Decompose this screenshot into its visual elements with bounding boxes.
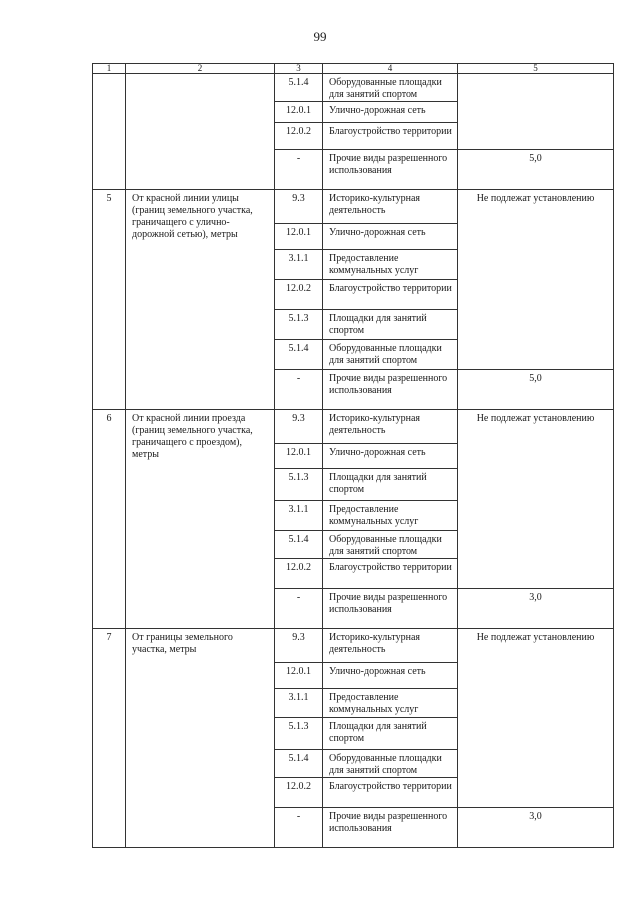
use-description-cell: Улично-дорожная сеть — [323, 444, 458, 469]
use-code-cell: 5.1.4 — [275, 531, 323, 559]
use-code-cell: 9.3 — [275, 410, 323, 444]
use-code-cell: 12.0.2 — [275, 123, 323, 150]
column-number: 1 — [93, 64, 126, 74]
use-description-cell: Оборудованные площадки для занятий спортом — [323, 74, 458, 102]
row-number-cell — [93, 74, 126, 190]
use-description-cell: Предоставление коммунальных услуг — [323, 689, 458, 718]
use-description-cell: Прочие виды разрешенного использования — [323, 589, 458, 629]
use-code-cell: 12.0.2 — [275, 280, 323, 310]
use-code-cell: 12.0.2 — [275, 778, 323, 808]
use-description-cell: Площадки для занятий спортом — [323, 718, 458, 750]
column-number-row — [93, 64, 614, 74]
use-code-cell: - — [275, 589, 323, 629]
use-description-cell: Улично-дорожная сеть — [323, 102, 458, 123]
row-number-cell: 7 — [93, 629, 126, 848]
use-code-cell: 5.1.3 — [275, 469, 323, 501]
parameter-name-cell: От красной линии проезда (границ земельного участка, граничащего с проездом), метры — [126, 410, 275, 629]
use-description-cell: Благоустройство территории — [323, 778, 458, 808]
use-description-cell: Оборудованные площадки для занятий спортом — [323, 531, 458, 559]
use-code-cell: 12.0.1 — [275, 102, 323, 123]
parameter-name-cell: От красной линии улицы (границ земельного участка, граничащего с улично-дорожной сетью), метры — [126, 190, 275, 410]
use-code-cell: 12.0.1 — [275, 444, 323, 469]
use-description-cell: Оборудованные площадки для занятий спортом — [323, 750, 458, 778]
use-description-cell: Предоставление коммунальных услуг — [323, 501, 458, 531]
column-number: 5 — [458, 64, 614, 74]
use-description-cell: Благоустройство территории — [323, 280, 458, 310]
use-code-cell: 12.0.2 — [275, 559, 323, 589]
value-cell: Не подлежат установлению — [458, 190, 614, 370]
use-description-cell: Прочие виды разрешенного использования — [323, 808, 458, 848]
use-description-cell: Оборудованные площадки для занятий спортом — [323, 340, 458, 370]
use-description-cell: Историко-культурная деятельность — [323, 190, 458, 224]
use-code-cell: 12.0.1 — [275, 224, 323, 250]
use-description-cell: Площадки для занятий спортом — [323, 469, 458, 501]
parameter-name-cell — [126, 74, 275, 190]
use-code-cell: 5.1.3 — [275, 310, 323, 340]
use-description-cell: Благоустройство территории — [323, 559, 458, 589]
use-code-cell: 5.1.4 — [275, 74, 323, 102]
use-code-cell: 3.1.1 — [275, 689, 323, 718]
regulations-table — [92, 63, 614, 848]
parameter-name-cell: От границы земельного участка, метры — [126, 629, 275, 848]
value-cell — [458, 74, 614, 150]
use-code-cell: 5.1.3 — [275, 718, 323, 750]
page-number: 99 — [313, 29, 327, 44]
use-code-cell: 3.1.1 — [275, 501, 323, 531]
column-number: 2 — [126, 64, 275, 74]
value-cell: Не подлежат установлению — [458, 410, 614, 589]
use-code-cell: 5.1.4 — [275, 750, 323, 778]
use-code-cell: 9.3 — [275, 190, 323, 224]
value-cell: 3,0 — [458, 589, 614, 629]
column-number: 4 — [323, 64, 458, 74]
column-number: 3 — [275, 64, 323, 74]
use-description-cell: Улично-дорожная сеть — [323, 224, 458, 250]
use-description-cell: Прочие виды разрешенного использования — [323, 370, 458, 410]
use-description-cell: Предоставление коммунальных услуг — [323, 250, 458, 280]
table-row — [93, 74, 614, 102]
use-code-cell: 9.3 — [275, 629, 323, 663]
value-cell: 3,0 — [458, 808, 614, 848]
table-row — [93, 410, 614, 444]
use-description-cell: Историко-культурная деятельность — [323, 629, 458, 663]
use-code-cell: 12.0.1 — [275, 663, 323, 689]
use-code-cell: 3.1.1 — [275, 250, 323, 280]
use-code-cell: - — [275, 370, 323, 410]
table-body — [93, 64, 614, 848]
value-cell: Не подлежат установлению — [458, 629, 614, 808]
value-cell: 5,0 — [458, 370, 614, 410]
row-number-cell: 6 — [93, 410, 126, 629]
table-row — [93, 190, 614, 224]
use-description-cell: Историко-культурная деятельность — [323, 410, 458, 444]
use-code-cell: - — [275, 808, 323, 848]
use-description-cell: Улично-дорожная сеть — [323, 663, 458, 689]
value-cell: 5,0 — [458, 150, 614, 190]
use-code-cell: 5.1.4 — [275, 340, 323, 370]
use-description-cell: Прочие виды разрешенного использования — [323, 150, 458, 190]
use-description-cell: Площадки для занятий спортом — [323, 310, 458, 340]
use-description-cell: Благоустройство территории — [323, 123, 458, 150]
row-number-cell: 5 — [93, 190, 126, 410]
table-row — [93, 629, 614, 663]
use-code-cell: - — [275, 150, 323, 190]
